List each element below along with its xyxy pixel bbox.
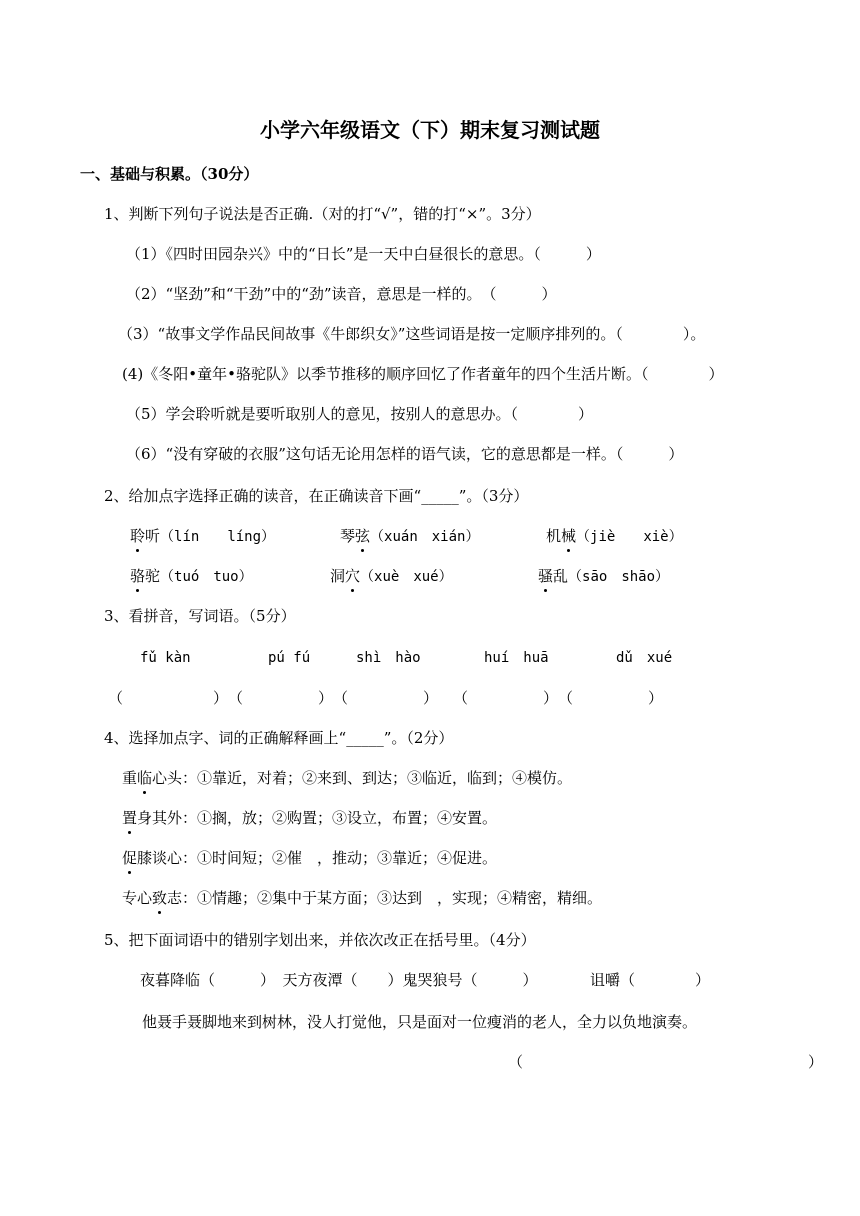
answer-blanks: （ ） （ ） （ ） （ ） （ ） — [108, 689, 664, 707]
dotted-char: 骆 — [130, 567, 146, 585]
question-1-item: （6）“没有穿破的衣服”这句话无论用怎样的语气读，它的意思都是一样。（ ） — [126, 445, 684, 463]
dotted-char: 骚 — [538, 567, 554, 585]
typo-words: 夜暮降临（ ） 天方夜潭（ ）鬼哭狼号（ ） 诅嚼（ ） — [140, 971, 711, 989]
dotted-char: 聆 — [130, 527, 146, 545]
pinyin-prompt: fǔ kàn — [140, 650, 191, 666]
dotted-char: 穴 — [345, 567, 361, 585]
question-1-item: （3）“故事文学作品民间故事《牛郎织女》”这些词语是按一定顺序排列的。（ ）。 — [118, 325, 706, 343]
reading-choice: 洞穴（xuè xué） — [330, 567, 453, 585]
reading-choice: 骆驼（tuó tuo） — [130, 567, 253, 585]
dotted-char: 械 — [561, 527, 577, 545]
question-5-stem: 5、把下面词语中的错别字划出来，并依次改正在括号里。（4分） — [104, 931, 536, 949]
pinyin-options: （sāo shāo） — [568, 569, 670, 585]
question-1-item: （5）学会聆听就是要听取别人的意见，按别人的意思办。（ ） — [126, 405, 594, 423]
reading-choice: 骚乱（sāo shāo） — [538, 567, 670, 585]
page-title: 小学六年级语文（下）期末复习测试题 — [260, 118, 600, 142]
question-1-stem: 1、判断下列句子说法是否正确.（对的打“√”，错的打“×”。3分） — [104, 205, 541, 223]
pinyin-options: （tuó tuo） — [160, 569, 253, 585]
dotted-char: 弦 — [355, 527, 371, 545]
section-heading: 一、基础与积累。（30分） — [80, 165, 259, 183]
definition-item: 重临心头：①靠近，对着；②来到、到达；③临近，临到；④模仿。 — [122, 769, 573, 787]
reading-choice: 琴弦（xuán xián） — [340, 527, 480, 545]
reading-choice: 聆听（lín líng） — [130, 527, 276, 545]
pinyin-prompt: huí huā — [484, 650, 549, 666]
pinyin-prompt: shì hào — [356, 650, 421, 666]
question-1-item: （2）“坚劲”和“干劲”中的“劲”读音，意思是一样的。 （ ） — [126, 285, 557, 303]
pinyin-prompt: dǔ xué — [616, 650, 673, 666]
pinyin-options: （lín líng） — [160, 529, 276, 545]
definition-item: 促膝谈心：①时间短；②催 ，推动；③靠近；④促进。 — [122, 849, 498, 867]
reading-choice: 机械（jiè xiè） — [546, 527, 683, 545]
answer-bracket: （ ） — [508, 1053, 824, 1071]
pinyin-options: （xuán xián） — [370, 529, 480, 545]
question-1-item: (4)《冬阳•童年•骆驼队》以季节推移的顺序回忆了作者童年的四个生活片断。（ ） — [122, 365, 724, 383]
definition-item: 置身其外：①搁，放；②购置；③设立，布置；④安置。 — [122, 809, 498, 827]
pinyin-options: （xuè xué） — [360, 569, 453, 585]
question-4-stem: 4、选择加点字、词的正确解释画上“_____”。（2分） — [104, 729, 454, 747]
pinyin-prompt: pú fú — [268, 650, 311, 666]
dotted-char: 临 — [137, 769, 153, 787]
pinyin-options: （jiè xiè） — [576, 529, 683, 545]
question-1-item: （1）《四时田园杂兴》中的“日长”是一天中白昼很长的意思。（ ） — [126, 245, 601, 263]
question-2-stem: 2、给加点字选择正确的读音，在正确读音下画“_____”。（3分） — [104, 487, 529, 505]
typo-sentence: 他聂手聂脚地来到树林，没人打觉他，只是面对一位瘦消的老人，全力以负地演奏。 — [142, 1013, 698, 1031]
definition-item: 专心致志：①情趣；②集中于某方面；③达到 ，实现；④精密，精细。 — [122, 889, 603, 907]
dotted-char: 促 — [122, 849, 138, 867]
dotted-char: 致 — [152, 889, 168, 907]
question-3-stem: 3、看拼音，写词语。（5分） — [104, 607, 296, 625]
dotted-char: 置 — [122, 809, 138, 827]
